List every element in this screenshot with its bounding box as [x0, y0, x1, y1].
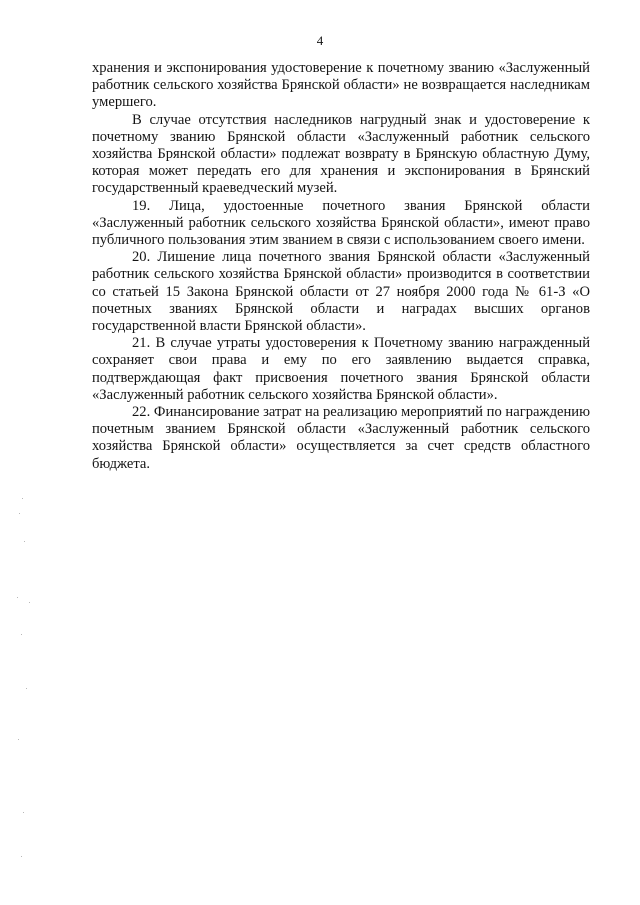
- scan-speck: [29, 602, 30, 603]
- paragraph-21: 21. В случае утраты удостоверения к Почетному званию награжденный сохраняет свои права и ему по его заявлению выдается справка, подтверждающая факт присвоения почетного звания Брянской области «Заслуженный работник сельского хозяйства Брянской области».: [92, 335, 590, 403]
- scan-speck: [18, 739, 19, 740]
- scan-speck: [22, 498, 23, 499]
- scan-speck: [17, 597, 18, 598]
- document-body: [92, 60, 590, 473]
- scan-speck: [21, 634, 22, 635]
- scan-speck: [24, 541, 25, 542]
- paragraph-no-heirs: В случае отсутствия наследников нагрудный знак и удостоверение к почетному званию Брянской области «Заслуженный работник сельского хозяйства Брянской области» подлежат возврату в Брянскую областную Думу, которая может передать его для хранения и экспонирования в Брянский государственный краеведческий музей.: [92, 111, 590, 197]
- paragraph-20: 20. Лишение лица почетного звания Брянской области «Заслуженный работник сельского хозяйства Брянской области» производится в соответствии со статьей 15 Закона Брянской области от 27 ноября 2000 года № 61-З «О почетных званиях Брянской области и наградах высших органов государственной власти Брянской области».: [92, 249, 590, 335]
- paragraph-22: 22. Финансирование затрат на реализацию мероприятий по награждению почетным званием Брянской области «Заслуженный работник сельского хозяйства Брянской области» осуществляется за счет средств областного бюджета.: [92, 404, 590, 472]
- scan-speck: [26, 688, 27, 689]
- page-number: 4: [316, 33, 324, 48]
- scan-speck: [19, 513, 20, 514]
- scan-speck: [23, 812, 24, 813]
- paragraph-continuation: хранения и экспонирования удостоверение к почетному званию «Заслуженный работник сельского хозяйства Брянской области» не возвращается наследникам умершего.: [92, 60, 590, 111]
- scan-speck: [21, 856, 22, 857]
- paragraph-19: 19. Лица, удостоенные почетного звания Брянской области «Заслуженный работник сельского хозяйства Брянской области», имеют право публичного пользования этим званием в связи с использованием своего имени.: [92, 197, 590, 249]
